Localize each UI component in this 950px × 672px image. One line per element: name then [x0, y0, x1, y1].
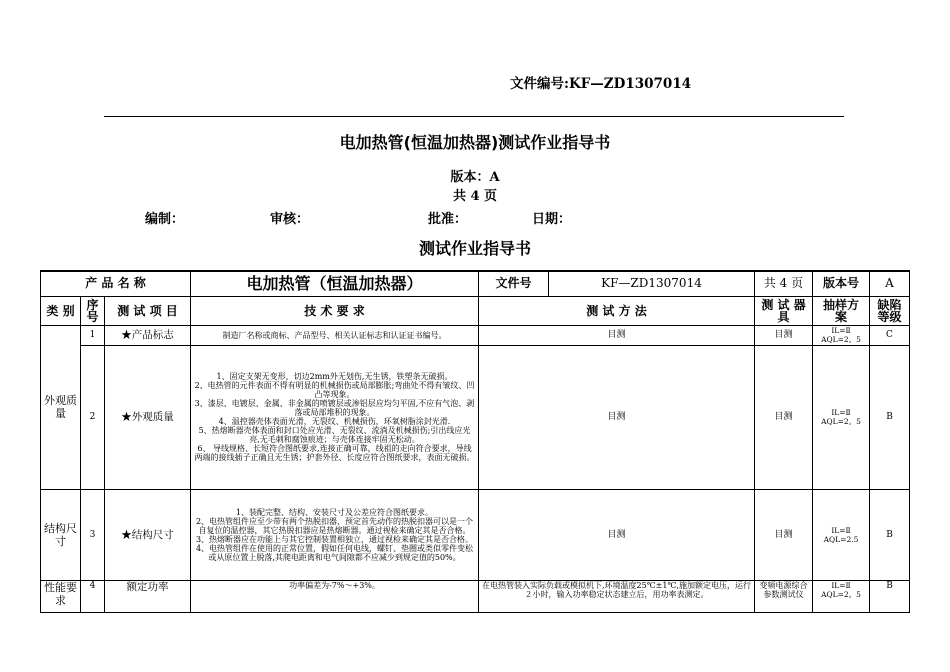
- header-row: [41, 271, 910, 296]
- row-tool: 目测: [755, 325, 813, 345]
- header-rule: [104, 116, 844, 117]
- row-defect: B: [870, 345, 910, 489]
- tech-line: 5、热熔断器壳体表面和封口处应光滑、无裂纹、流淌及机械损伤;引出线应光亮,无毛刺和腐蚀痕迹；与壳体连接牢固无松动。: [198, 426, 471, 444]
- row-item: ★产品标志: [105, 325, 191, 345]
- page-count-line: 共 4 页: [452, 189, 498, 204]
- row-seq: 1: [81, 325, 105, 345]
- col-category: 类 别: [41, 296, 81, 325]
- compile-label: 编制：: [145, 212, 185, 227]
- tech-line: 4、电热管组件在使用的正常位置，假如任何电线，螺钉、垫圈或类似零件变松或从原位置上脱落,其爬电距离和电气间隙都不应减少到规定值的50%。: [195, 543, 474, 562]
- row-tech: [191, 325, 479, 345]
- test-instruction-table: [40, 270, 910, 613]
- sampling-line: IL=Ⅱ: [831, 580, 851, 590]
- col-defect: 缺陷 等级: [870, 296, 910, 325]
- row-item: 额定功率: [105, 580, 191, 612]
- row-tech: [191, 345, 479, 489]
- category-appearance: 外观质量: [41, 325, 81, 489]
- col-tech: 技 术 要 求: [191, 296, 479, 325]
- document-title: 电加热管(恒温加热器)测试作业指导书: [339, 133, 611, 152]
- tech-line: 4、温控器壳体表面光滑，无裂纹、机械损伤，环氧树脂涂封光滑.: [218, 417, 451, 426]
- row-sampling: [813, 345, 870, 489]
- sampling-line: AQL=2.5: [823, 534, 859, 544]
- col-item: 测 试 项 目: [105, 296, 191, 325]
- tech-line: 制造厂名称或商标、产品型号、相关认证标志和认证证书编号。: [222, 330, 447, 340]
- row-tool: 变频电源综合参数测试仪: [755, 580, 813, 612]
- tech-line: 功率偏差为-7%～+3%。: [289, 580, 380, 590]
- tech-line: 2、电热管的元件表面不得有明显的机械损伤或局部膨胀;弯曲处不得有皱纹、凹凸等现象。: [194, 381, 475, 399]
- row-method: 目测: [479, 345, 755, 489]
- row-tech: [191, 489, 479, 580]
- row-sampling: [813, 580, 870, 612]
- row-tool: 目测: [755, 345, 813, 489]
- category-structure: 结构尺寸: [41, 489, 81, 580]
- row-tech: [191, 580, 479, 612]
- file-no: KF—ZD1307014: [549, 271, 755, 296]
- product-name: 电加热管（恒温加热器）: [191, 271, 479, 296]
- row-sampling: [813, 489, 870, 580]
- tech-line: 1、固定支架无变形，切边2mm外无划伤,无生锈，铁塑条无破损。: [216, 372, 453, 381]
- sampling-line: AQL=2。5: [821, 417, 861, 426]
- row-method: 目测: [479, 325, 755, 345]
- tech-line: 3、热熔断器应在功能上与其它控制装置相独立，通过视检来确定其是否合格。: [195, 534, 474, 544]
- version-value: A: [870, 271, 910, 296]
- row-item: ★结构尺寸: [105, 489, 191, 580]
- sampling-line: IL=Ⅱ: [831, 525, 851, 535]
- row-defect: C: [870, 325, 910, 345]
- tech-line: 2、电热管组件应至少带有两个热脱扣器，预定首先动作的热脱扣器可以是一个自复位的温控器，其它热脱扣器应是热熔断器。通过视检来确定其是否合格。: [195, 516, 474, 535]
- category-performance: 性能要求: [41, 580, 81, 612]
- sampling-line: IL=Ⅱ: [831, 326, 851, 335]
- sampling-line: IL=Ⅱ: [831, 408, 851, 417]
- row-seq: 2: [81, 345, 105, 489]
- table-page-count: 共 4 页: [755, 271, 813, 296]
- row-method: 目测: [479, 489, 755, 580]
- product-name-label: 产 品 名 称: [41, 271, 191, 296]
- tech-line: 1、装配完整、结构、安装尺寸及公差应符合图纸要求。: [235, 507, 434, 517]
- version-label: 版本号: [813, 271, 870, 296]
- approve-label: 批准：: [428, 212, 468, 227]
- document-number: 文件编号:KF—ZD1307014: [510, 76, 692, 92]
- row-tool: 目测: [755, 489, 813, 580]
- row-method: 在电热管装入实际负载或模拟机下,环境温度25℃±1℃,施加额定电压，运行２小时，输入功率稳定状态建立后，用功率表测定。: [479, 580, 755, 612]
- row-item: ★外观质量: [105, 345, 191, 489]
- tech-line: 6、 导线规格、长短符合图纸要求,连接正确可靠，线祖的走向符合要求，导线两端的接线插子正确且无生锈；护套外径、长度应符合图纸要求，表面无破损。: [194, 444, 475, 462]
- column-header-row: [41, 296, 910, 325]
- sampling-line: AQL=2。5: [821, 335, 861, 344]
- col-sampling: 抽样方 案: [813, 296, 870, 325]
- table-row: [41, 580, 910, 612]
- table-row: [41, 325, 910, 345]
- date-label: 日期：: [532, 212, 572, 227]
- row-seq: 4: [81, 580, 105, 612]
- table-row: [41, 345, 910, 489]
- review-label: 审核：: [270, 212, 310, 227]
- row-seq: 3: [81, 489, 105, 580]
- sampling-line: AQL=2。5: [821, 589, 861, 599]
- row-sampling: [813, 325, 870, 345]
- file-no-label: 文件号: [479, 271, 549, 296]
- tech-line: 3、漆层、电镀层、金属、非金属的喷镀层或渗铝层应均匀平固,不应有气泡、剥落或局部堆积的现象。: [194, 399, 475, 417]
- section-subtitle: 测试作业指导书: [418, 239, 531, 258]
- col-seq: 序 号: [81, 296, 105, 325]
- row-defect: B: [870, 489, 910, 580]
- col-method: 测 试 方 法: [479, 296, 755, 325]
- row-defect: B: [870, 580, 910, 612]
- version-line: 版本：A: [450, 170, 500, 185]
- col-tool: 测 试 器 具: [755, 296, 813, 325]
- table-row: [41, 489, 910, 580]
